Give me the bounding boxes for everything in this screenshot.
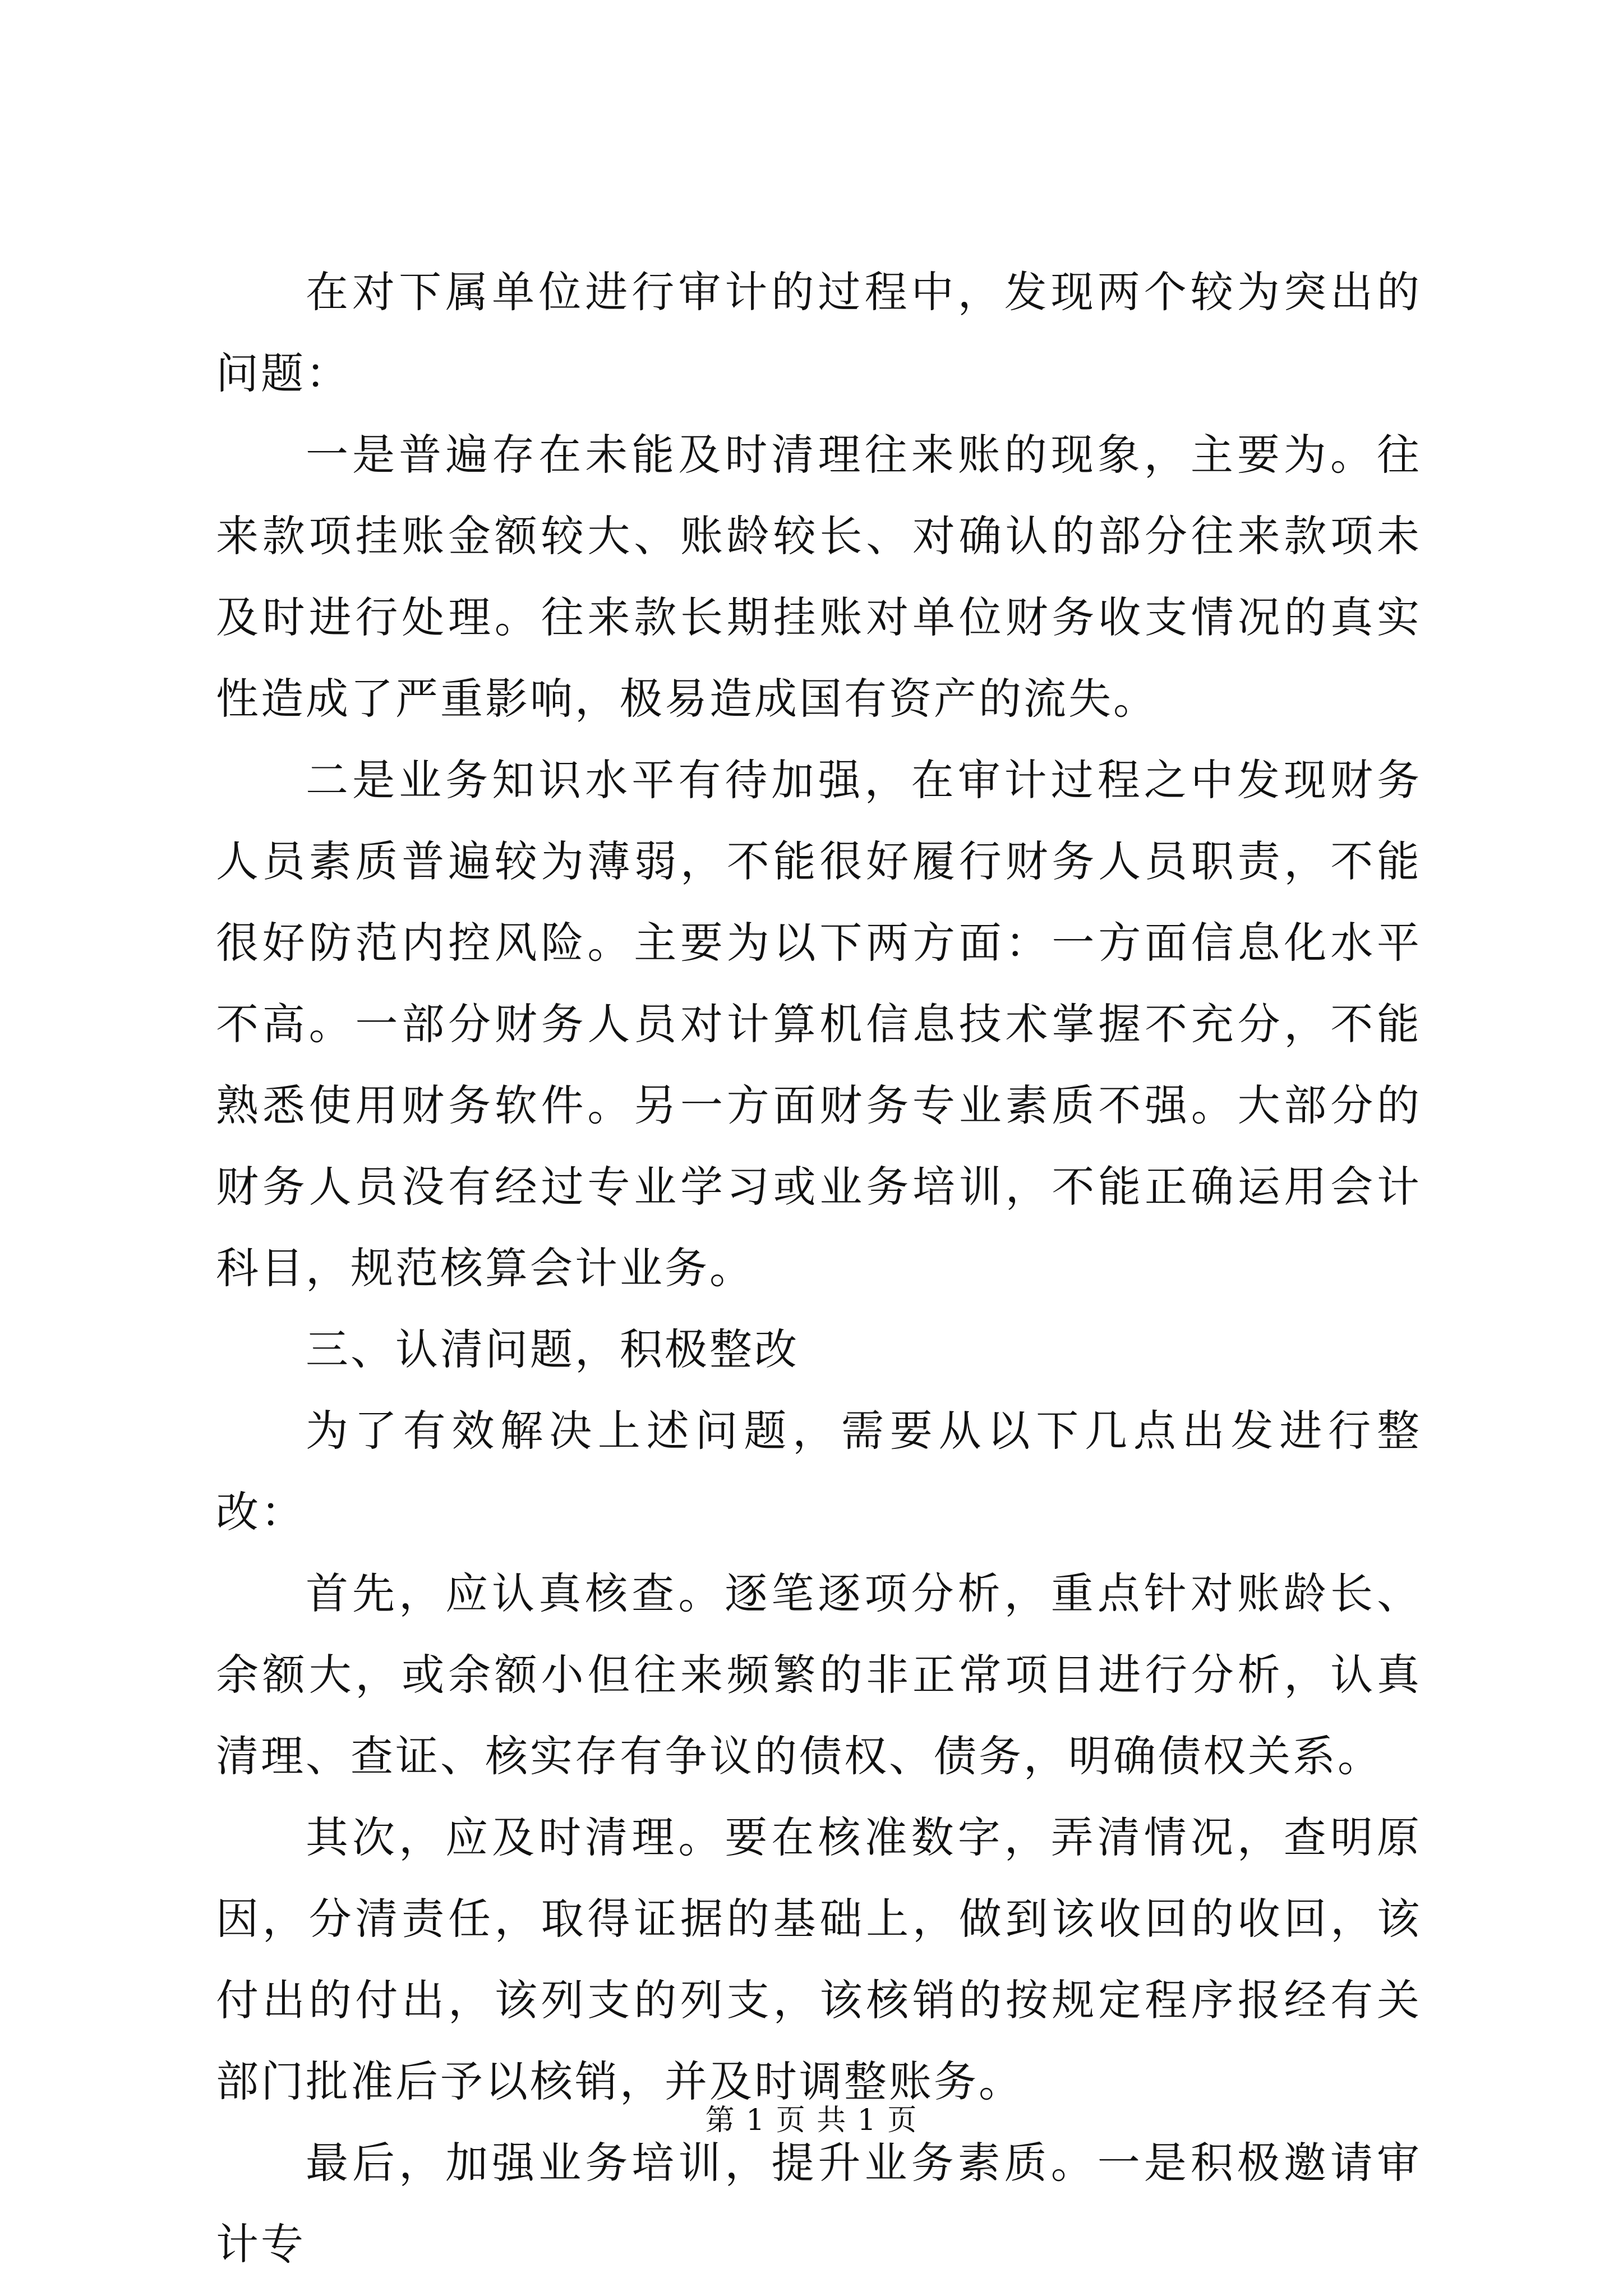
page-footer: 第 1 页 共 1 页: [705, 2104, 918, 2137]
paragraph-rectification-intro: 为了有效解决上述问题，需要从以下几点出发进行整改：: [216, 1406, 1422, 1537]
paragraph-first-measure: 首先，应认真核查。逐笔逐项分析，重点针对账龄长、余额大，或余额小但往来频繁的非正常项目进行分析，认真清理、查证、核实存有争议的债权、债务，明确债权关系。: [216, 1568, 1422, 1781]
paragraph-second-measure: 其次，应及时清理。要在核准数字，弄清情况，查明原因，分清责任，取得证据的基础上，做到该收回的收回，该付出的付出，该列支的列支，该核销的按规定程序报经有关部门批准后予以核销，并及时调整账务。: [216, 1812, 1422, 2106]
paragraph-issue-one: 一是普遍存在未能及时清理往来账的现象，主要为。往来款项挂账金额较大、账龄较长、对确认的部分往来款项未及时进行处理。往来款长期挂账对单位财务收支情况的真实性造成了严重影响，极易造成国有资产的流失。: [216, 430, 1422, 724]
document-body: [216, 251, 1422, 2285]
section-heading-three: 三、认清问题，积极整改: [306, 1324, 799, 1374]
paragraph-issue-two: 二是业务知识水平有待加强，在审计过程之中发现财务人员素质普遍较为薄弱，不能很好履行财务人员职责，不能很好防范内控风险。主要为以下两方面：一方面信息化水平不高。一部分财务人员对计算机信息技术掌握不充分，不能熟悉使用财务软件。另一方面财务专业素质不强。大部分的财务人员没有经过专业学习或业务培训，不能正确运用会计科目，规范核算会计业务。: [216, 755, 1422, 1293]
paragraph-final-measure: 最后，加强业务培训，提升业务素质。一是积极邀请审计专: [216, 2138, 1422, 2269]
paragraph-intro: 在对下属单位进行审计的过程中，发现两个较为突出的问题：: [216, 267, 1422, 398]
